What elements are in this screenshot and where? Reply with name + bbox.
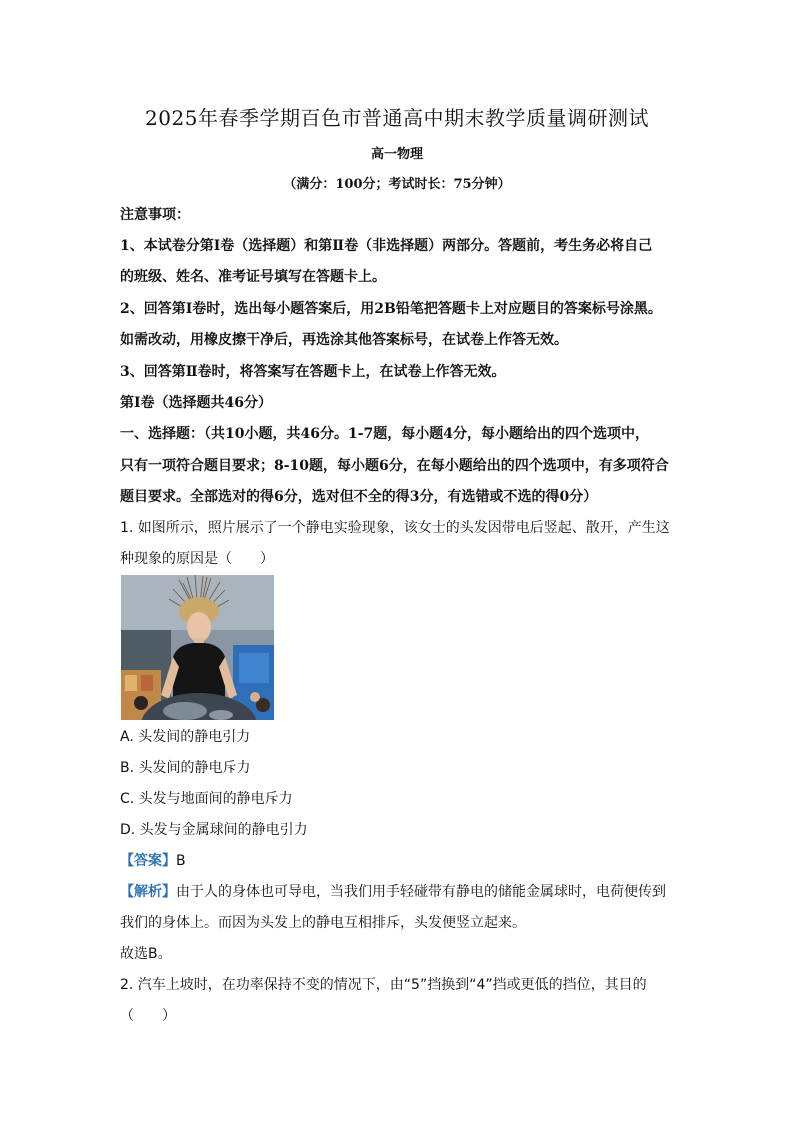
notice-line-4: 如需改动，用橡皮擦干净后，再选涂其他答案标号，在试卷上作答无效。	[120, 332, 568, 348]
notice-heading: 注意事项：	[120, 207, 190, 223]
q1-option-a: A. 头发间的静电引力	[120, 729, 251, 745]
static-electricity-photo	[121, 575, 274, 720]
analysis-text-1: 由于人的身体也可导电，当我们用手轻碰带有静电的储能金属球时，电荷便传到	[176, 884, 666, 900]
exam-meta: （满分：100分；考试时长：75分钟）	[283, 177, 511, 192]
notice-line-2: 的班级、姓名、准考证号填写在答题卡上。	[120, 269, 386, 285]
notice-line-5: 3、回答第Ⅱ卷时，将答案写在答题卡上，在试卷上作答无效。	[120, 364, 506, 380]
answer-value: B	[176, 853, 186, 869]
q1-answer	[120, 851, 680, 871]
notice-line-1: 1、本试卷分第Ⅰ卷（选择题）和第Ⅱ卷（非选择题）两部分。答题前，考生务必将自己	[120, 238, 653, 254]
q1-option-d: D. 头发与金属球间的静电引力	[120, 822, 308, 838]
part-heading-line-2: 只有一项符合题目要求；8-10题，每小题6分，在每小题给出的四个选项中，有多项符合	[120, 458, 669, 474]
q1-stem-line-2: 种现象的原因是（ ）	[120, 551, 274, 567]
q2-stem-line-1: 2. 汽车上坡时，在功率保持不变的情况下，由“5”挡换到“4”挡或更低的挡位，其目的	[120, 977, 647, 993]
part-heading-line-3: 题目要求。全部选对的得6分，选对但不全的得3分，有选错或不选的得0分）	[120, 489, 598, 505]
notice-line-3: 2、回答第Ⅰ卷时，选出每小题答案后，用2B铅笔把答题卡上对应题目的答案标号涂黑。	[120, 301, 662, 317]
analysis-tag: 【解析】	[120, 884, 176, 900]
q1-option-b: B. 头发间的静电斥力	[120, 760, 251, 776]
part-heading-line-1: 一、选择题：（共10小题，共46分。1-7题，每小题4分，每小题给出的四个选项中，	[120, 426, 649, 442]
q1-analysis-line-2: 我们的身体上。而因为头发上的静电互相排斥，头发便竖立起来。	[120, 915, 526, 931]
q1-stem-line-1: 1. 如图所示，照片展示了一个静电实验现象，该女士的头发因带电后竖起、散开，产生这	[120, 520, 670, 536]
section-heading: 第Ⅰ卷（选择题共46分）	[120, 395, 273, 411]
q1-option-c: C. 头发与地面间的静电斥力	[120, 791, 293, 807]
exam-title: 2025年春季学期百色市普通高中期末教学质量调研测试	[145, 106, 649, 130]
q1-conclusion: 故选B。	[120, 946, 172, 962]
answer-tag: 【答案】	[120, 853, 176, 869]
exam-subject: 高一物理	[370, 147, 423, 162]
q2-stem-line-2: （ ）	[120, 1008, 176, 1024]
q1-analysis-line-1	[120, 882, 680, 902]
